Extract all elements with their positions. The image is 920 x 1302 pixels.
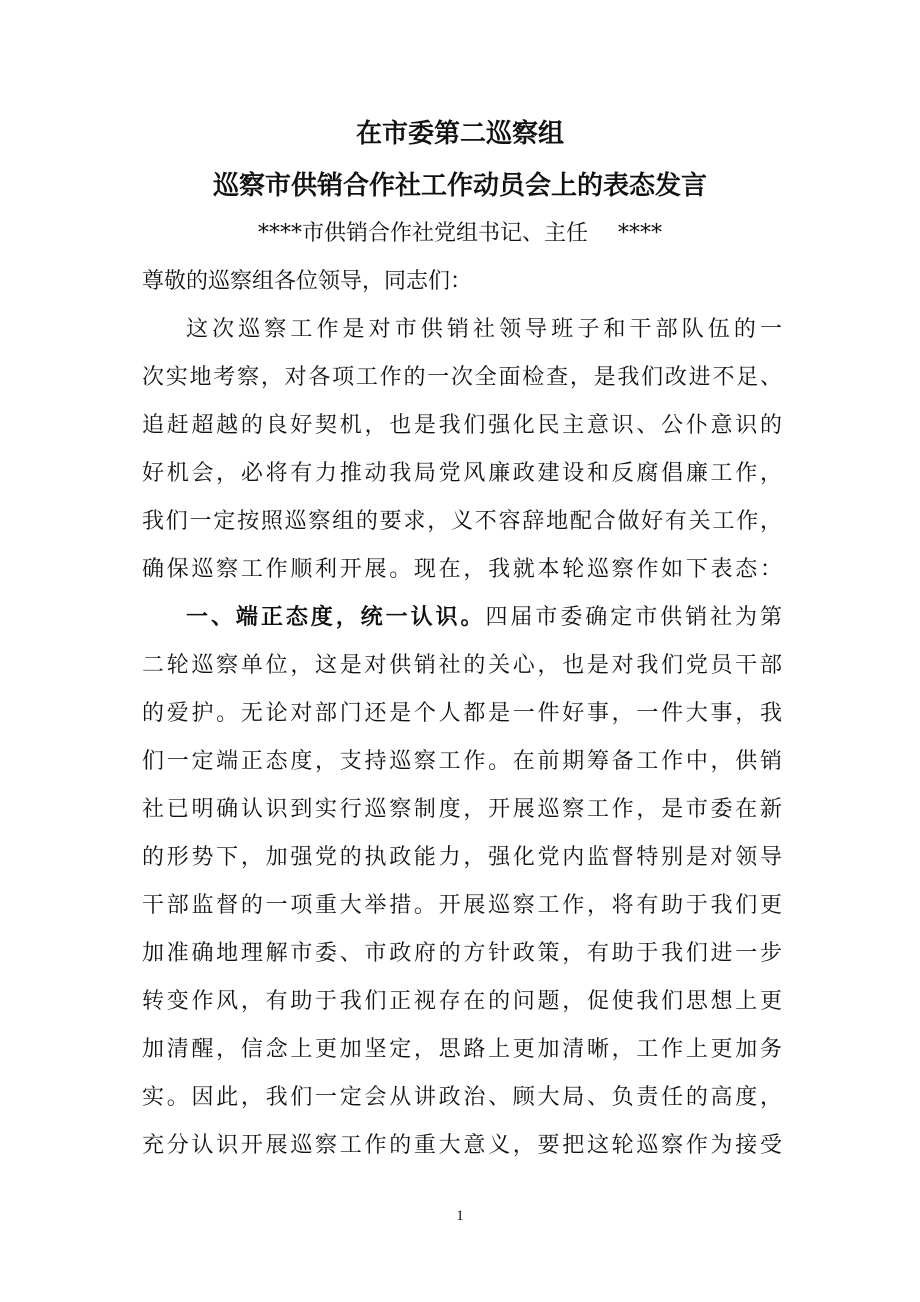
salutation: 尊敬的巡察组各位领导，同志们：	[142, 269, 473, 294]
section-1-line: 实。因此，我们一定会从讲政治、顾大局、负责任的高度，	[142, 1085, 782, 1110]
paragraph-1-line: 这次巡察工作是对市供销社领导班子和干部队伍的一	[186, 317, 782, 342]
section-1-first-line	[186, 598, 782, 638]
section-1-line: 二轮巡察单位，这是对供销社的关心，也是对我们党员干部	[142, 653, 782, 678]
section-1-line: 的爱护。无论对部门还是个人都是一件好事，一件大事，我	[142, 701, 782, 726]
section-1-line: 的形势下，加强党的执政能力，强化党内监督特别是对领导	[142, 845, 782, 870]
section-1-line: 社已明确认识到实行巡察制度，开展巡察工作，是市委在新	[142, 797, 782, 822]
section-1-line: 加清醒，信念上更加坚定，思路上更加清晰，工作上更加务	[142, 1037, 782, 1062]
section-1-line: 们一定端正态度，支持巡察工作。在前期筹备工作中，供销	[142, 749, 782, 774]
section-1-line: 加准确地理解市委、市政府的方针政策，有助于我们进一步	[142, 941, 782, 966]
section-1-line: 转变作风，有助于我们正视存在的问题，促使我们思想上更	[142, 989, 782, 1014]
section-1-heading: 一、端正态度，统一认识。	[186, 605, 486, 630]
author-position: ****市供销合作社党组书记、主任	[257, 221, 588, 246]
author-name: ****	[618, 221, 662, 246]
section-1-line: 充分认识开展巡察工作的重大意义，要把这轮巡察作为接受	[142, 1133, 782, 1158]
section-1-line: 干部监督的一项重大举措。开展巡察工作，将有助于我们更	[142, 893, 782, 918]
paragraph-1-line: 确保巡察工作顺利开展。现在，我就本轮巡察作如下表态：	[142, 557, 782, 582]
section-1-first-line-text: 四届市委确定市供销社为第	[485, 605, 782, 630]
document-title-line-2: 巡察市供销合作社工作动员会上的表态发言	[212, 171, 707, 201]
paragraph-1-line: 我们一定按照巡察组的要求，义不容辞地配合做好有关工作，	[142, 509, 782, 534]
page-number: 1	[456, 1208, 464, 1224]
author-line	[0, 214, 920, 254]
paragraph-1-line: 追赶超越的良好契机，也是我们强化民主意识、公仆意识的	[142, 413, 782, 438]
paragraph-1-line: 次实地考察，对各项工作的一次全面检查，是我们改进不足、	[142, 365, 782, 390]
paragraph-1-line: 好机会，必将有力推动我局党风廉政建设和反腐倡廉工作，	[142, 461, 782, 486]
document-title-line-1: 在市委第二巡察组	[355, 119, 564, 149]
